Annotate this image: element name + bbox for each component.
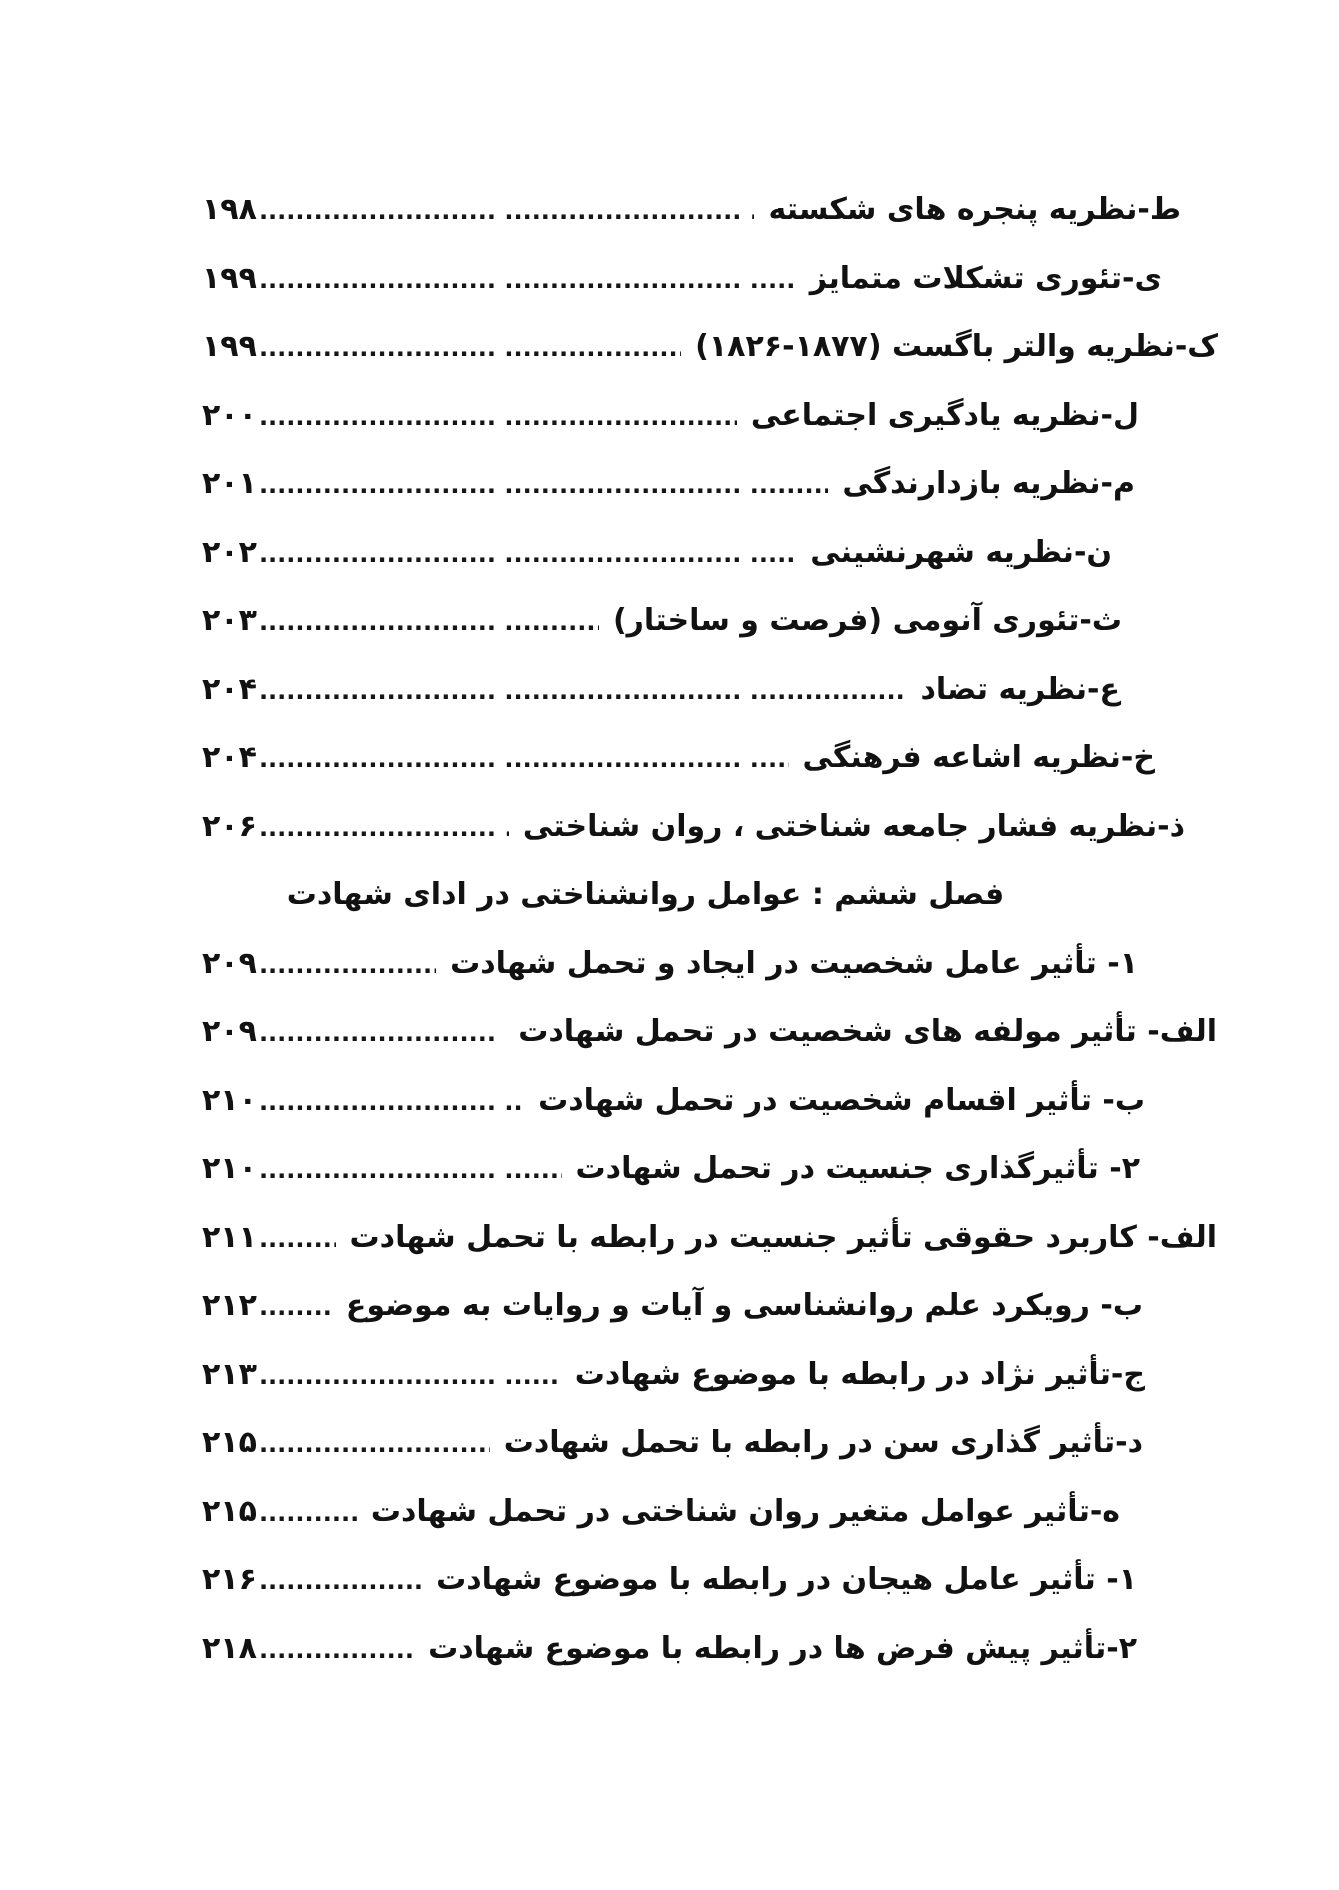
toc-entry-title: د-تأثیر گذاری سن در رابطه با تحمل شهادت — [503, 1425, 1143, 1460]
dot-leader — [259, 268, 796, 292]
toc-entry-page-number: ۲۰۱ — [202, 466, 257, 501]
toc-entry — [202, 1481, 1219, 1550]
toc-entry-title: ی-تئوری تشکلات متمایز — [809, 260, 1162, 296]
toc-entry — [202, 1275, 1219, 1344]
dot-leader — [259, 610, 599, 634]
toc-entry-title: ۱- تأثیر عامل هیجان در رابطه با موضوع شهادت — [436, 1562, 1137, 1597]
dot-leader — [259, 816, 509, 840]
toc-entry-title: ۲-تأثیر پیش فرض ها در رابطه با موضوع شهادت — [428, 1630, 1137, 1666]
toc-entry — [202, 1001, 1219, 1070]
dot-leader — [259, 1227, 336, 1251]
toc-entry-title: ب- رویکرد علم روانشناسی و آیات و روایات به موضوع — [345, 1288, 1143, 1323]
dot-leader — [259, 1501, 357, 1525]
toc-entry-title: الف- تأثیر مولفه های شخصیت در تحمل شهادت — [518, 1014, 1217, 1049]
toc-entry — [202, 1070, 1219, 1139]
dot-leader — [259, 1295, 332, 1319]
toc-entry-title: ذ-نظریه فشار جامعه شناختی ، روان شناختی — [522, 808, 1185, 844]
toc-entry — [202, 1412, 1219, 1481]
toc-entry — [202, 1618, 1219, 1687]
toc-entry-title: ۲- تأثیرگذاری جنسیت در تحمل شهادت — [575, 1151, 1140, 1186]
toc-entry — [202, 453, 1219, 522]
toc-entry-page-number: ۲۰۹ — [202, 945, 257, 981]
toc-entry-page-number: ۲۱۱ — [202, 1219, 257, 1255]
toc-entry-page-number: ۲۱۵ — [202, 1493, 257, 1529]
toc-entry-page-number: ۲۱۵ — [202, 1425, 257, 1460]
toc-entry-title: ث-تئوری آنومی (فرصت و ساختار) — [612, 603, 1122, 638]
toc-entry — [202, 522, 1219, 591]
dot-leader — [259, 679, 907, 703]
toc-entry-title: ک-نظریه والتر باگست (۱۸۷۷-۱۸۲۶) — [695, 329, 1218, 364]
toc-entry-page-number: ۲۰۴ — [202, 671, 257, 707]
toc-entry — [202, 1344, 1219, 1413]
toc-entry-title: ع-نظریه تضاد — [920, 671, 1120, 707]
toc-entry — [202, 1138, 1219, 1207]
toc-entry-page-number: ۱۹۸ — [202, 192, 257, 227]
chapter-heading: فصل ششم : عوامل روانشناختی در ادای شهادت — [286, 877, 1005, 912]
toc-entry-title: ل-نظریه یادگیری اجتماعی — [750, 397, 1139, 433]
toc-entry — [202, 796, 1219, 865]
dot-leader — [259, 1021, 504, 1045]
toc-entry-page-number: ۲۱۰ — [202, 1082, 257, 1118]
dot-leader — [259, 1364, 561, 1388]
dot-leader — [259, 542, 796, 566]
toc-entry-page-number: ۲۱۶ — [202, 1562, 257, 1597]
toc-entry — [202, 385, 1219, 454]
toc-entry-page-number: ۱۹۹ — [202, 329, 257, 364]
toc-entry-title: الف- کاربرد حقوقی تأثیر جنسیت در رابطه با تحمل شهادت — [349, 1219, 1217, 1255]
toc-entry-page-number: ۲۰۳ — [202, 603, 257, 638]
toc-entry-title: ط-نظریه پنجره های شکسته — [768, 192, 1181, 227]
toc-entry-page-number: ۲۱۲ — [202, 1288, 257, 1323]
toc-entry-title: ه-تأثیر عوامل متغیر روان شناختی در تحمل شهادت — [370, 1493, 1120, 1529]
toc-entry — [202, 179, 1219, 248]
toc-entry-page-number: ۲۰۴ — [202, 740, 257, 775]
toc-entry-page-number: ۲۰۰ — [202, 397, 257, 433]
toc-entry — [202, 1207, 1219, 1276]
toc-entry-title: ن-نظریه شهرنشینی — [810, 534, 1112, 570]
dot-leader — [259, 953, 436, 977]
dot-leader — [259, 199, 755, 223]
dot-leader — [259, 1638, 414, 1662]
toc-list — [202, 179, 1219, 1686]
toc-entry-title: ب- تأثیر اقسام شخصیت در تحمل شهادت — [538, 1082, 1145, 1118]
toc-entry-page-number: ۲۰۹ — [202, 1014, 257, 1049]
toc-entry-page-number: ۲۱۳ — [202, 1356, 257, 1392]
toc-entry-title: م-نظریه بازدارندگی — [842, 466, 1135, 501]
toc-entry — [202, 659, 1219, 728]
toc-entry-page-number: ۲۱۰ — [202, 1151, 257, 1186]
toc-entry — [202, 316, 1219, 385]
toc-entry-page-number: ۱۹۹ — [202, 260, 257, 296]
toc-entry — [202, 933, 1219, 1002]
toc-entry-title: ج-تأثیر نژاد در رابطه با موضوع شهادت — [574, 1356, 1145, 1392]
dot-leader — [259, 473, 828, 497]
dot-leader — [259, 405, 737, 429]
toc-entry — [202, 1549, 1219, 1618]
dot-leader — [259, 747, 789, 771]
dot-leader — [259, 1090, 524, 1114]
dot-leader — [259, 1158, 562, 1182]
toc-entry-title: خ-نظریه اشاعه فرهنگی — [802, 740, 1155, 775]
toc-entry — [202, 590, 1219, 659]
toc-entry — [202, 727, 1219, 796]
toc-entry-page-number: ۲۱۸ — [202, 1630, 257, 1666]
dot-leader — [259, 1432, 490, 1456]
toc-entry-title: ۱- تأثیر عامل شخصیت در ایجاد و تحمل شهادت — [450, 945, 1138, 981]
dot-leader — [259, 336, 681, 360]
dot-leader — [259, 1569, 422, 1593]
toc-entry — [202, 248, 1219, 317]
toc-entry-page-number: ۲۰۲ — [202, 534, 257, 570]
toc-chapter-row — [202, 864, 1219, 933]
toc-entry-page-number: ۲۰۶ — [202, 808, 257, 844]
